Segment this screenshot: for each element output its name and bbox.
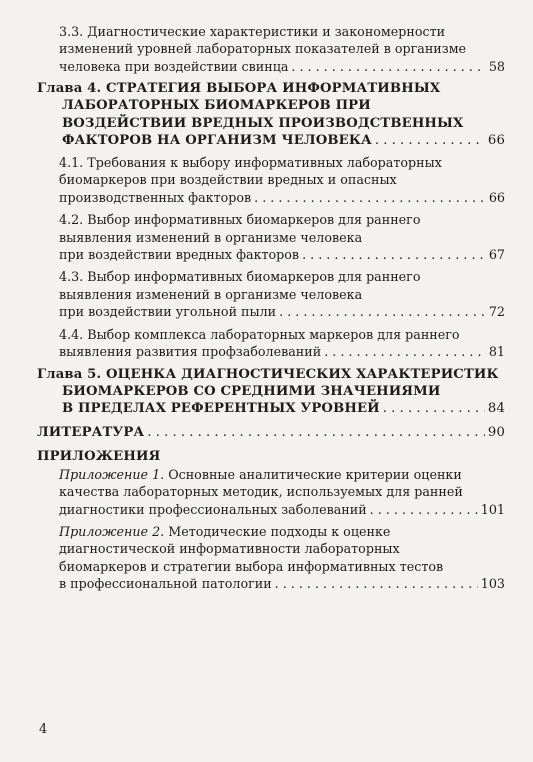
chapter-title: БИОМАРКЕРОВ СО СРЕДНИМИ ЗНАЧЕНИЯМИ — [62, 383, 441, 399]
page-number: 81 — [488, 344, 505, 360]
chapter-title: ВОЗДЕЙСТВИИ ВРЕДНЫХ ПРОИЗВОДСТВЕННЫХ — [62, 115, 464, 131]
toc-text: при воздействии вредных факторов — [59, 247, 300, 263]
toc-text: . Методические подходы к оценке — [160, 523, 391, 539]
page-number: 72 — [488, 304, 505, 320]
toc-text: качества лабораторных методик, используемых для ранней — [59, 484, 463, 500]
toc-text: производственных факторов — [59, 189, 252, 205]
page-number: 101 — [480, 501, 505, 517]
toc-text: диагностики профессиональных заболеваний — [59, 501, 367, 517]
toc-line — [59, 501, 505, 518]
toc-line — [37, 132, 505, 149]
toc-line — [37, 80, 505, 97]
chapter-title: Глава 4. СТРАТЕГИЯ ВЫБОРА ИНФОРМАТИВНЫХ — [37, 81, 441, 97]
toc-chapter-5 — [37, 366, 505, 418]
toc-line — [59, 466, 505, 483]
toc-line — [37, 424, 505, 441]
section-title: ЛИТЕРАТУРА — [37, 425, 145, 441]
toc-entry-3-3 — [37, 23, 505, 75]
toc-line — [37, 97, 505, 114]
toc-line — [59, 575, 505, 592]
toc-chapter-4 — [37, 80, 505, 149]
dot-leader — [275, 575, 478, 592]
toc-line — [59, 326, 505, 343]
toc-line — [59, 303, 505, 320]
toc-text: выявления изменений в организме человека — [59, 286, 363, 302]
toc-text: выявления развития профзаболеваний — [59, 344, 322, 360]
toc-line — [59, 286, 505, 303]
table-of-contents — [37, 23, 505, 593]
page-number: 103 — [480, 576, 505, 592]
toc-line — [59, 540, 505, 557]
toc-entry-4-2 — [37, 211, 505, 263]
toc-text: 4.4. Выбор комплекса лабораторных маркеров для раннего — [59, 326, 460, 342]
dot-leader — [370, 501, 478, 518]
page-number: 66 — [487, 132, 505, 148]
toc-entry-4-4 — [37, 326, 505, 361]
toc-text: биомаркеров при воздействии вредных и опасных — [59, 172, 397, 188]
toc-line — [59, 23, 505, 40]
toc-line — [59, 229, 505, 246]
toc-line — [59, 211, 505, 228]
page-number: 84 — [487, 400, 505, 416]
dot-leader — [279, 303, 486, 320]
chapter-title: Глава 5. ОЦЕНКА ДИАГНОСТИЧЕСКИХ ХАРАКТЕРИСТИК — [37, 366, 499, 382]
toc-text: . Основные аналитические критерии оценки — [160, 466, 462, 482]
dot-leader — [383, 400, 485, 417]
toc-entry-4-1 — [37, 154, 505, 206]
chapter-title: ФАКТОРОВ НА ОРГАНИЗМ ЧЕЛОВЕКА — [62, 132, 372, 148]
appendix-label: Приложение 2 — [59, 523, 161, 539]
toc-appendix-1 — [37, 466, 505, 518]
toc-entry-4-3 — [37, 268, 505, 320]
toc-line — [59, 171, 505, 188]
dot-leader — [375, 132, 485, 149]
page-number: 90 — [487, 425, 505, 441]
section-title: ПРИЛОЖЕНИЯ — [37, 449, 161, 465]
toc-text: биомаркеров и стратегии выбора информативных тестов — [59, 558, 444, 574]
toc-line — [59, 483, 505, 500]
toc-line — [59, 268, 505, 285]
chapter-title: В ПРЕДЕЛАХ РЕФЕРЕНТНЫХ УРОВНЕЙ — [62, 400, 380, 416]
dot-leader — [324, 343, 486, 360]
toc-line — [59, 40, 505, 57]
chapter-title: ЛАБОРАТОРНЫХ БИОМАРКЕРОВ ПРИ — [62, 98, 371, 114]
dot-leader — [254, 189, 486, 206]
toc-line — [59, 343, 505, 360]
toc-literature — [37, 424, 505, 441]
toc-line — [59, 189, 505, 206]
toc-text: диагностической информативности лабораторных — [59, 541, 400, 557]
toc-text: 4.2. Выбор информативных биомаркеров для раннего — [59, 212, 421, 228]
toc-text: человека при воздействии свинца — [59, 58, 289, 74]
dot-leader — [291, 58, 485, 75]
toc-line — [59, 246, 505, 263]
page-number: 67 — [488, 247, 505, 263]
toc-line — [37, 366, 505, 383]
toc-text: выявления изменений в организме человека — [59, 229, 363, 245]
toc-line — [59, 154, 505, 171]
toc-text: в профессиональной патологии — [59, 576, 272, 592]
toc-line — [37, 383, 505, 400]
dot-leader — [147, 424, 485, 441]
toc-text: 4.1. Требования к выбору информативных лабораторных — [59, 155, 442, 171]
toc-line — [59, 523, 505, 540]
page-number: 58 — [488, 58, 505, 74]
page-folio: 4 — [39, 722, 48, 737]
toc-appendices — [37, 448, 505, 592]
toc-line — [59, 558, 505, 575]
toc-line — [37, 115, 505, 132]
toc-text: при воздействии угольной пыли — [59, 304, 277, 320]
toc-text: изменений уровней лабораторных показателей в организме — [59, 41, 467, 57]
toc-line — [37, 400, 505, 417]
dot-leader — [302, 246, 486, 263]
toc-text: 3.3. Диагностические характеристики и закономерности — [59, 24, 446, 39]
toc-line — [59, 58, 505, 75]
toc-appendix-2 — [37, 523, 505, 593]
toc-text: 4.3. Выбор информативных биомаркеров для раннего — [59, 269, 421, 285]
page-number: 66 — [488, 189, 505, 205]
appendix-label: Приложение 1 — [59, 466, 161, 482]
